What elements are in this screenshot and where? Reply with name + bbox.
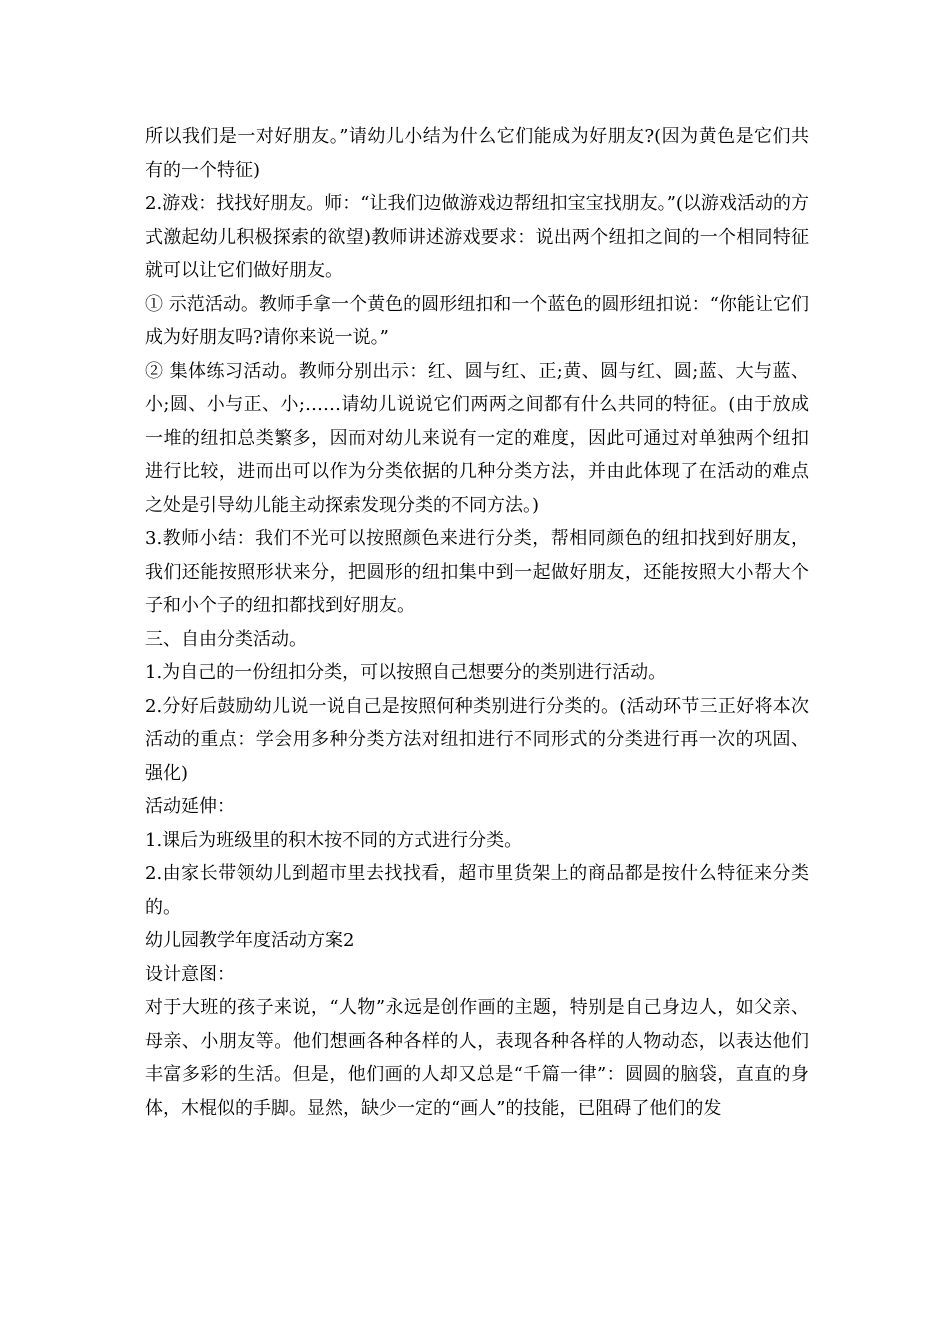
plan-title: 幼儿园教学年度活动方案2 [145, 930, 355, 951]
paragraph-4: ② 集体练习活动。教师分别出示：红、圆与红、正;黄、圆与红、圆;蓝、大与蓝、小;圆、小与正、小;……请幼儿说说它们两两之间都有什么共同的特征。(由于放成一堆的纽扣总类繁多，因而对幼儿来说有一定的难度，因此可通过对单独两个纽扣进行比较，进而出可以作为分类依据的几种分类方法，并由此体现了在活动的难点之处是引导幼儿能主动探索发现分类的不同方法。) [145, 360, 809, 516]
paragraph-14: 对于大班的孩子来说，“人物”永远是创作画的主题，特别是自己身边人，如父亲、母亲、小朋友等。他们想画各种各样的人，表现各种各样的人物动态，以表达他们丰富多彩的生活。但是，他们画的人却又总是“千篇一律”：圆圆的脑袋，直直的身体，木棍似的手脚。显然，缺少一定的“画人”的技能，已阻碍了他们的发 [145, 997, 809, 1119]
paragraph-5: 3.教师小结：我们不光可以按照颜色来进行分类，帮相同颜色的纽扣找到好朋友，我们还能按照形状来分，把圆形的纽扣集中到一起做好朋友，还能按照大小帮大个子和小个子的纽扣都找到好朋友。 [145, 528, 809, 616]
paragraph-2: 2.游戏：找找好朋友。师：“让我们边做游戏边帮纽扣宝宝找朋友。”(以游戏活动的方式激起幼儿积极探索的欲望)教师讲述游戏要求：说出两个纽扣之间的一个相同特征就可以让它们做好朋友。 [145, 193, 809, 281]
design-intent-heading: 设计意图： [145, 963, 235, 985]
document-body [145, 120, 809, 1125]
paragraph-11: 2.由家长带领幼儿到超市里去找找看，超市里货架上的商品都是按什么特征来分类的。 [145, 863, 809, 918]
paragraph-7: 1.为自己的一份纽扣分类，可以按照自己想要分的类别进行活动。 [145, 662, 667, 683]
section-heading-3: 三、自由分类活动。 [145, 628, 307, 650]
paragraph-3: ① 示范活动。教师手拿一个黄色的圆形纽扣和一个蓝色的圆形纽扣说：“你能让它们成为好朋友吗?请你来说一说。” [145, 293, 809, 348]
extension-heading: 活动延伸： [145, 796, 235, 817]
paragraph-8: 2.分好后鼓励幼儿说一说自己是按照何种类别进行分类的。(活动环节三正好将本次活动的重点：学会用多种分类方法对纽扣进行不同形式的分类进行再一次的巩固、强化) [145, 695, 809, 784]
paragraph-1: 所以我们是一对好朋友。”请幼儿小结为什么它们能成为好朋友?(因为黄色是它们共有的一个特征) [145, 126, 809, 181]
paragraph-10: 1.课后为班级里的积木按不同的方式进行分类。 [145, 829, 523, 851]
